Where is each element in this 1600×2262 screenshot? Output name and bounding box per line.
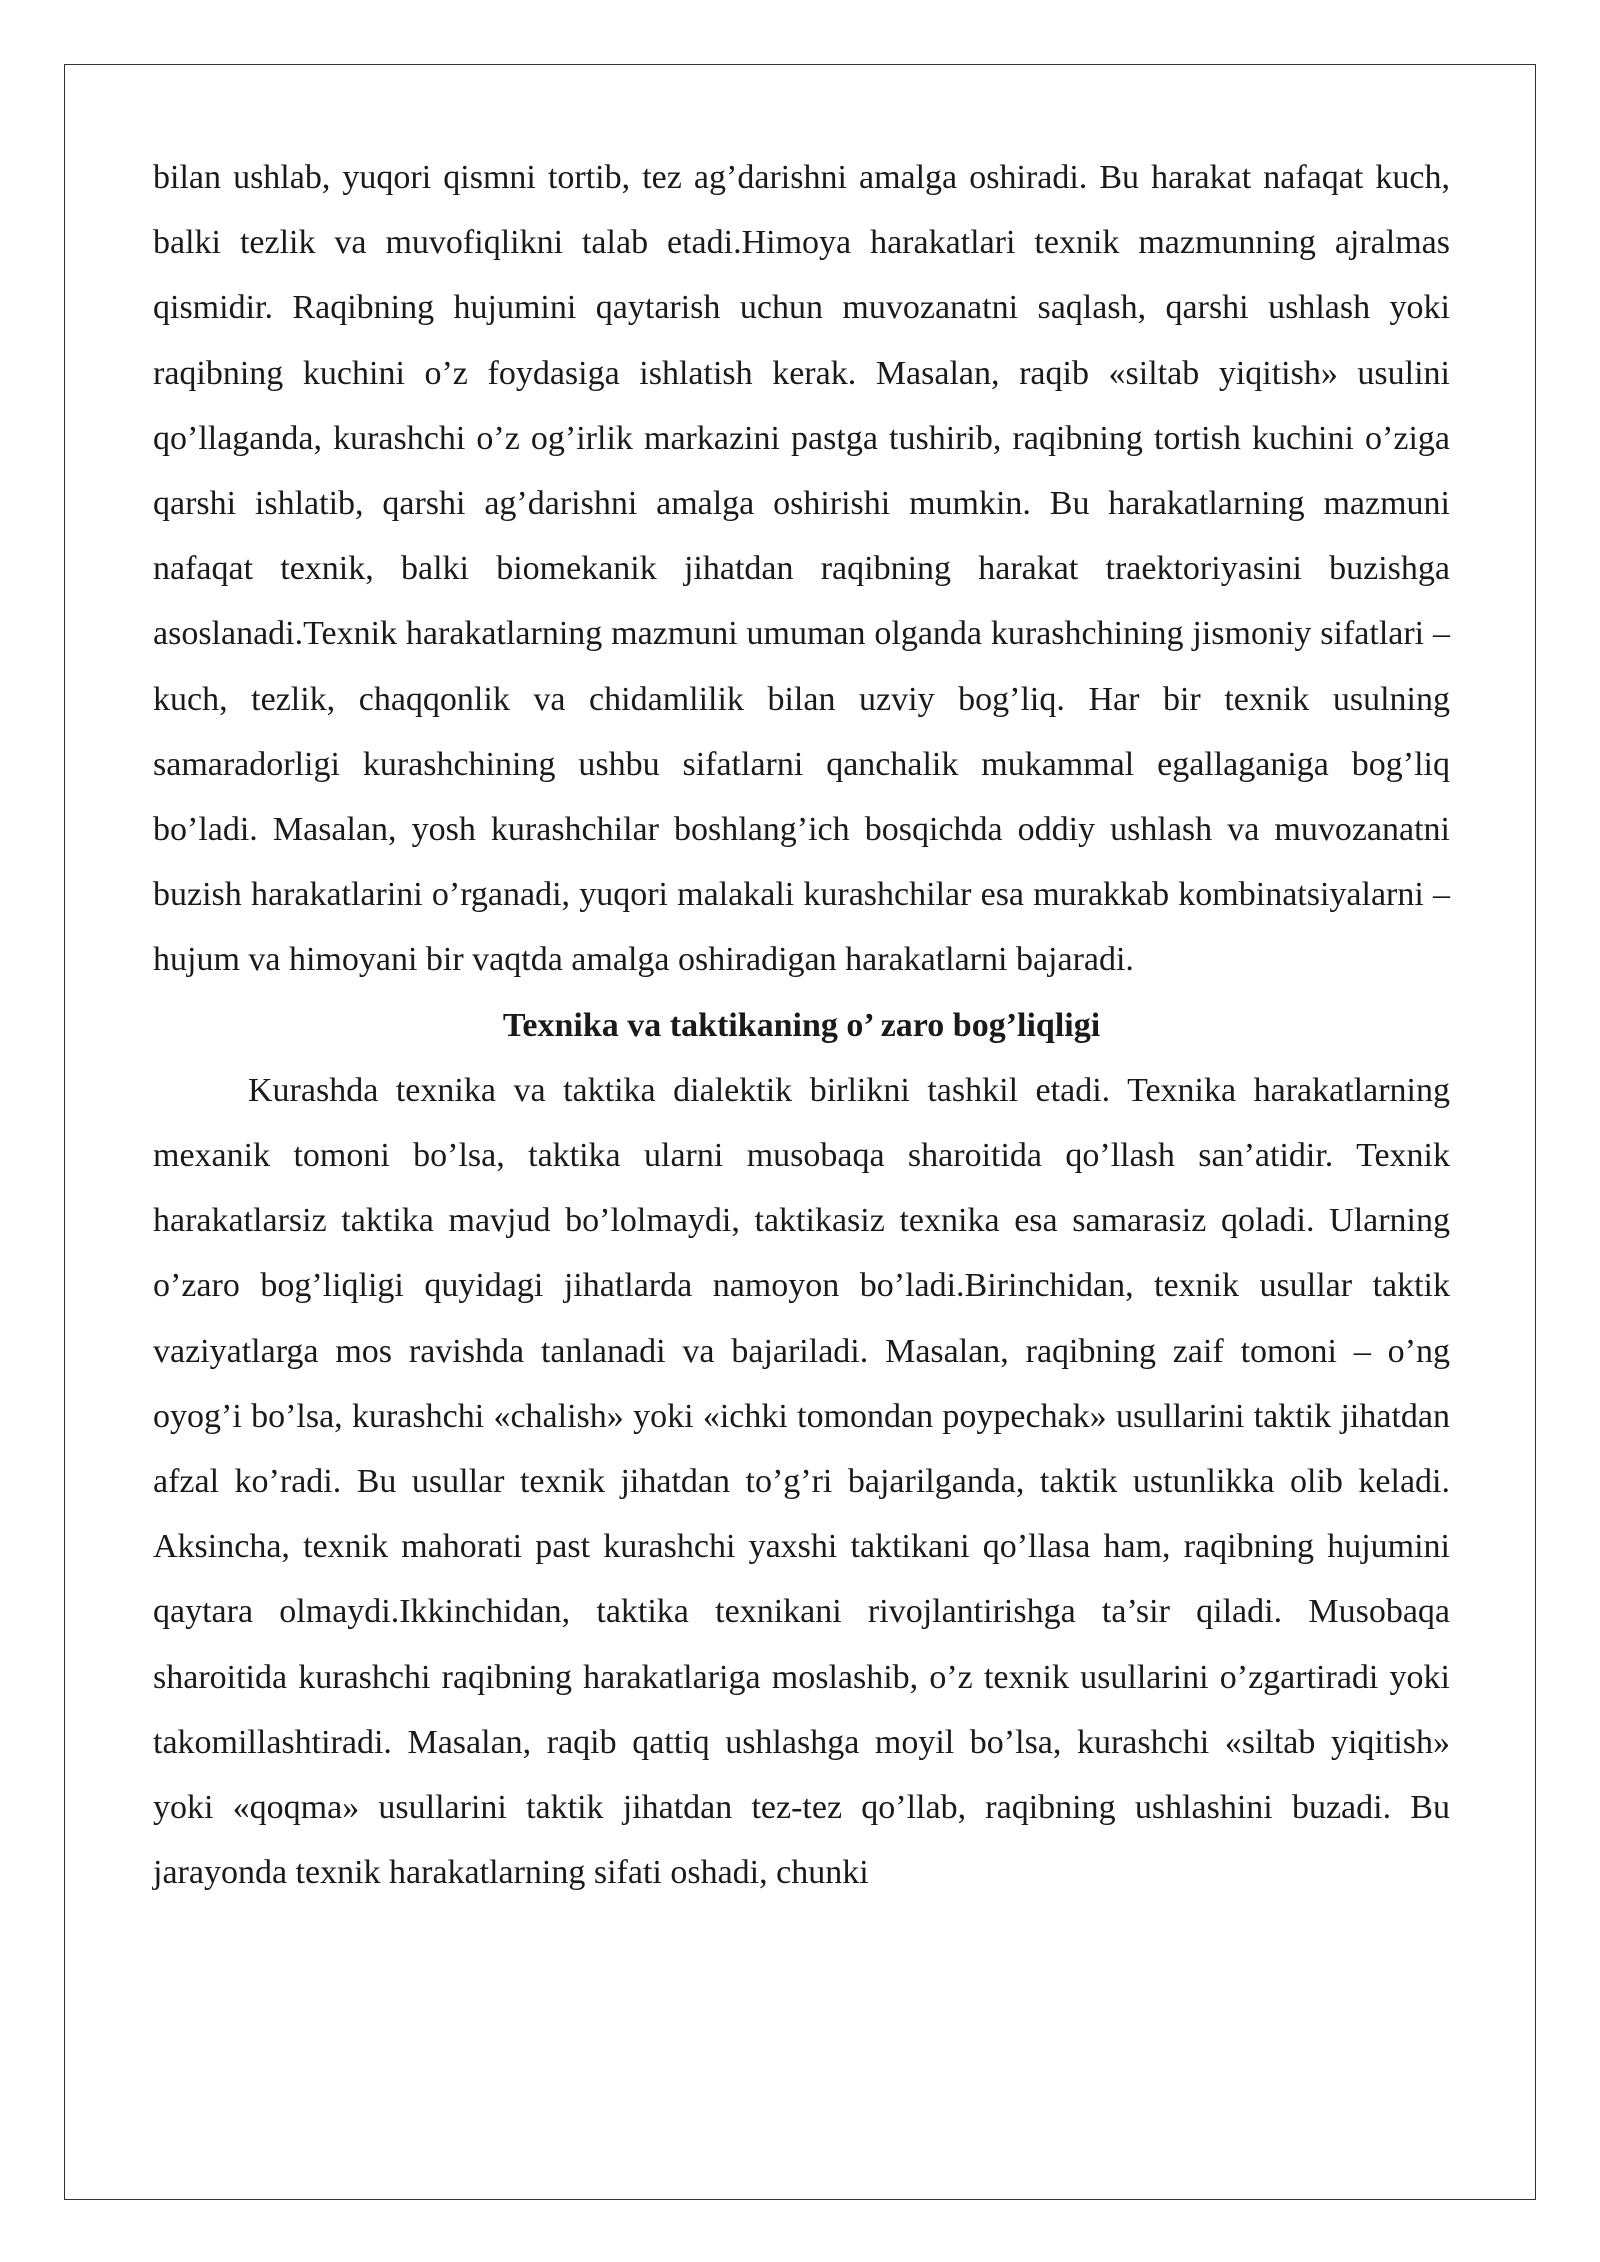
document-body <box>153 145 1450 1905</box>
section-heading: Texnika va taktikaning o’ zaro bog’liqligi <box>502 1006 1101 1044</box>
paragraph-texnika-taktika: Kurashda texnika va taktika dialektik birlikni tashkil etadi. Texnika harakatlarning mexanik tomoni bo’lsa, taktika ularni musobaqa sharoitida qo’llash san’atidir. Texnik harakatlarsiz taktika mavjud bo’lolmaydi, taktikasiz texnika esa samarasiz qoladi. Ularning o’zaro bog’liqligi quyidagi jihatlarda namoyon bo’ladi.Birinchidan, texnik usullar taktik vaziyatlarga mos ravishda tanlanadi va bajariladi. Masalan, raqibning zaif tomoni – o’ng oyog’i bo’lsa, kurashchi «chalish» yoki «ichki tomondan poypechak» usullarini taktik jihatdan afzal ko’radi. Bu usullar texnik jihatdan to’g’ri bajarilganda, taktik ustunlikka olib keladi. Aksincha, texnik mahorati past kurashchi yaxshi taktikani qo’llasa ham, raqibning hujumini qaytara olmaydi.Ikkinchidan, taktika texnikani rivojlantirishga ta’sir qiladi. Musobaqa sharoitida kurashchi raqibning harakatlariga moslashib, o’z texnik usullarini o’zgartiradi yoki takomillashtiradi. Masalan, raqib qattiq ushlashga moyil bo’lsa, kurashchi «siltab yiqitish» yoki «qoqma» usullarini taktik jihatdan tez-tez qo’llab, raqibning ushlashini buzadi. Bu jarayonda texnik harakatlarning sifati oshadi, chunki <box>153 1071 1450 1892</box>
paragraph-continuation: bilan ushlab, yuqori qismni tortib, tez ag’darishni amalga oshiradi. Bu harakat nafaqat kuch, balki tezlik va muvofiqlikni talab etadi.Himoya harakatlari texnik mazmunning ajralmas qismidir. Raqibning hujumini qaytarish uchun muvozanatni saqlash, qarshi ushlash yoki raqibning kuchini o’z foydasiga ishlatish kerak. Masalan, raqib «siltab yiqitish» usulini qo’llaganda, kurashchi o’z og’irlik markazini pastga tushirib, raqibning tortish kuchini o’ziga qarshi ishlatib, qarshi ag’darishni amalga oshirishi mumkin. Bu harakatlarning mazmuni nafaqat texnik, balki biomekanik jihatdan raqibning harakat traektoriyasini buzishga asoslanadi.Texnik harakatlarning mazmuni umuman olganda kurashchining jismoniy sifatlari – kuch, tezlik, chaqqonlik va chidamlilik bilan uzviy bog’liq. Har bir texnik usulning samaradorligi kurashchining ushbu sifatlarni qanchalik mukammal egallaganiga bog’liq bo’ladi. Masalan, yosh kurashchilar boshlang’ich bosqichda oddiy ushlash va muvozanatni buzish harakatlarini o’rganadi, yuqori malakali kurashchilar esa murakkab kombinatsiyalarni – hujum va himoyani bir vaqtda amalga oshiradigan harakatlarni bajaradi. <box>153 159 1450 979</box>
